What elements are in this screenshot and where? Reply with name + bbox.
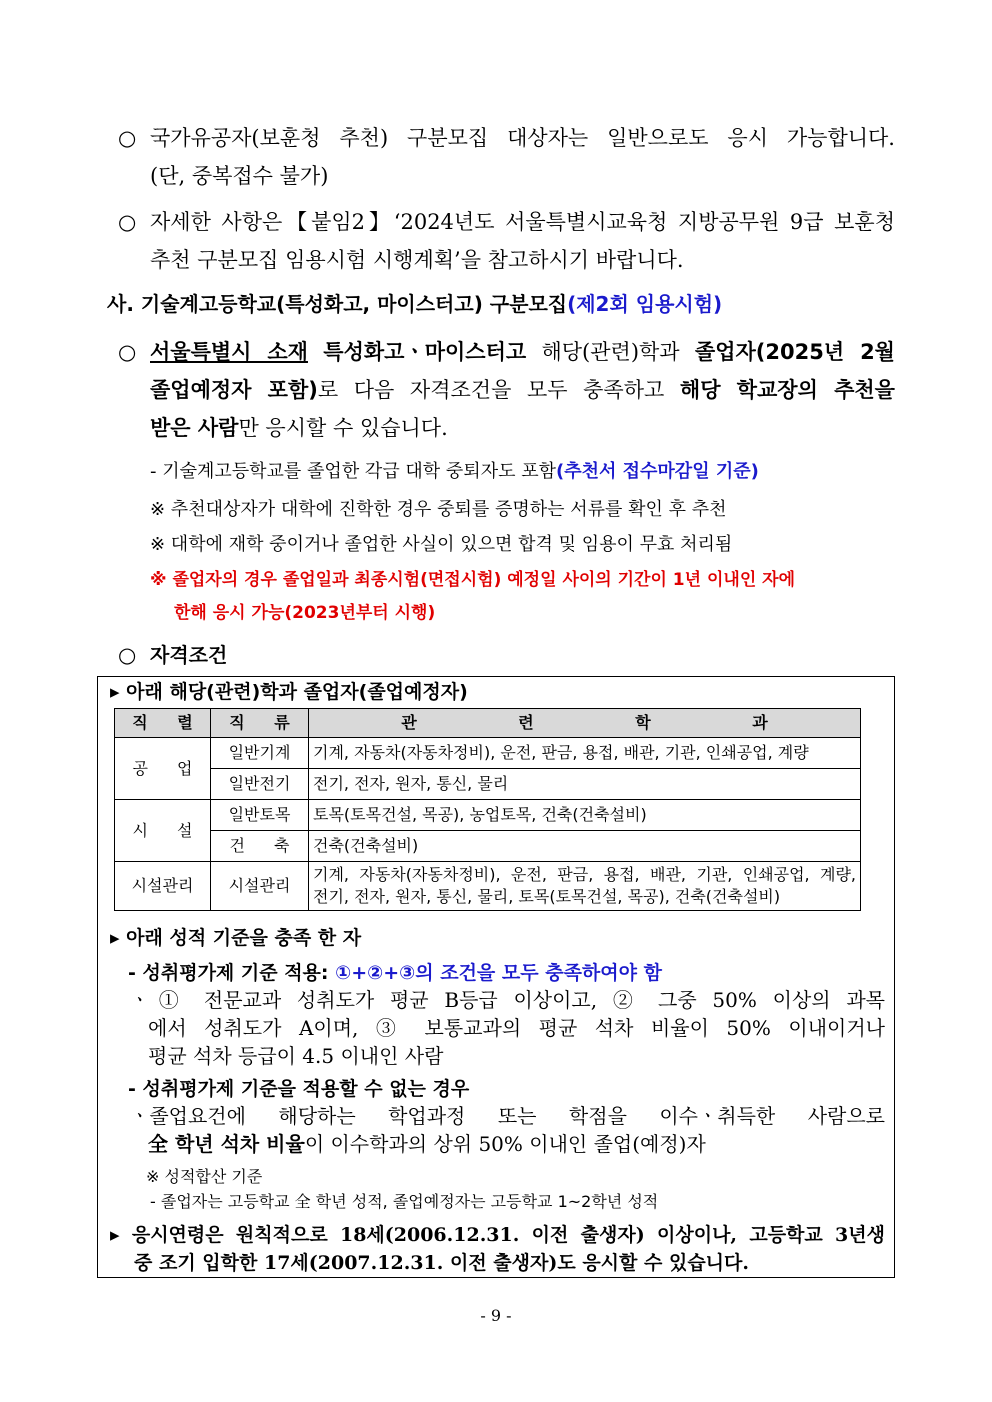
table-row [115, 769, 861, 800]
text-school-type: 특성화고ㆍ마이스터고 [323, 340, 527, 364]
table-cell-depts [309, 862, 861, 911]
table-cell-depts: 건축(건축설비) [309, 831, 861, 862]
text-can-apply: 만 응시할 수 있습니다. [238, 416, 448, 440]
bullet-circle: ○ [118, 210, 137, 234]
table-cell-series: 시설관리 [115, 862, 211, 911]
table-cell-depts: 전기, 전자, 원자, 통신, 물리 [309, 769, 861, 800]
table-cell-series: 시 설 [115, 800, 211, 862]
text-top-50: 이 이수학과의 상위 50% 이내인 졸업(예정)자 [304, 1132, 706, 1156]
text-seoul-location: 서울특별시 소재 [150, 340, 308, 364]
table-cell-depts: 토목(토목건설, 목공), 농업토목, 건축(건축설비) [309, 800, 861, 831]
age-line2: 중 조기 입학한 17세(2007.12.31. 이전 출생자)도 응시할 수 있습니다. [134, 1252, 749, 1274]
table-cell-depts-line2: 전기, 전자, 원자, 통신, 물리, 토목(토목건설, 목공), 건축(건축설비) [313, 887, 781, 906]
table-row [115, 862, 861, 911]
main-item-line2 [150, 373, 895, 407]
table-cell-depts-line1: 기계, 자동차(자동차정비), 운전, 판금, 용접, 배관, 기관, 인쇄공업, 계량, [313, 865, 856, 884]
table-header-row [115, 709, 861, 738]
table-row [115, 738, 861, 769]
table-cell-type: 일반전기 [211, 769, 309, 800]
table-cell-series: 공 업 [115, 738, 211, 800]
table-header: 직 렬 [115, 709, 211, 738]
grade1-line1: ㆍ① 전문교과 성취도가 평균 B등급 이상이고, ② 그중 50% 이상의 과목 [130, 988, 885, 1012]
table-cell-type: 시설관리 [211, 862, 309, 911]
note-ref1: ※ 추천대상자가 대학에 진학한 경우 중퇴를 증명하는 서류를 확인 후 추천 [150, 499, 727, 520]
note-dropout [150, 458, 759, 486]
item-details-line1: 자세한 사항은【붙임2】‘2024년도 서울특별시교육청 지방공무원 9급 보훈청 [150, 210, 895, 234]
table-cell-type: 일반기계 [211, 738, 309, 769]
box-heading-departments: ▸ 아래 해당(관련)학과 졸업자(졸업예정자) [110, 681, 468, 703]
calc-note: ※ 성적합산 기준 [146, 1167, 263, 1186]
section-title-note: (제2회 임용시험) [567, 292, 723, 316]
text-dept: 해당(관련)학과 [541, 340, 680, 364]
main-item-line3 [150, 411, 448, 445]
item-veterans-line1: 국가유공자(보훈청 추천) 구분모집 대상자는 일반으로도 응시 가능합니다. [150, 126, 895, 150]
grade2-line1: ㆍ졸업요건에 해당하는 학업과정 또는 학점을 이수ㆍ취득한 사람으로 [130, 1104, 885, 1128]
table-cell-type: 일반토목 [211, 800, 309, 831]
table-cell-type: 건 축 [211, 831, 309, 862]
table-row [115, 831, 861, 862]
section-title [107, 287, 722, 321]
text-recommended-person: 받은 사람 [150, 416, 239, 440]
note-ref3-line1: ※ 졸업자의 경우 졸업일과 최종시험(면접시험) 예정일 사이의 기간이 1년 이내인 자에 [150, 570, 796, 590]
grade2-title: - 성취평가제 기준을 적용할 수 없는 경우 [128, 1078, 470, 1100]
calc-detail: - 졸업자는 고등학교 全 학년 성적, 졸업예정자는 고등학교 1~2학년 성적 [150, 1192, 659, 1211]
table-cell-depts: 기계, 자동차(자동차정비), 운전, 판금, 용접, 배관, 기관, 인쇄공업, 계량 [309, 738, 861, 769]
qualification-heading: 자격조건 [150, 643, 228, 667]
main-item-line1 [150, 335, 895, 369]
note-dropout-deadline: (추천서 접수마감일 기준) [555, 461, 759, 482]
grade1-line3: 평균 석차 등급이 4.5 이내인 사람 [148, 1044, 444, 1068]
item-veterans-line2: (단, 중복접수 불가) [150, 164, 329, 188]
item-details-line2: 추천 구분모집 임용시험 시행계획’을 참고하시기 바랍니다. [150, 248, 684, 272]
grade1-line2: 에서 성취도가 A이며, ③ 보통교과의 평균 석차 비율이 50% 이내이거나 [148, 1016, 885, 1040]
note-ref3-line2: 한해 응시 가능(2023년부터 시행) [174, 603, 436, 623]
bullet-circle: ○ [118, 340, 137, 364]
bullet-circle: ○ [118, 126, 137, 150]
table-header: 관 련 학 과 [309, 709, 861, 738]
text-graduates: 졸업자(2025년 2월 [694, 340, 895, 364]
table-header: 직 류 [211, 709, 309, 738]
page-number: - 9 - [480, 1306, 512, 1325]
text-requirements: 로 다음 자격조건을 모두 충족하고 [317, 378, 665, 402]
note-dropout-text: - 기술계고등학교를 졸업한 각급 대학 중퇴자도 포함 [150, 461, 556, 482]
text-principal-recommend: 해당 학교장의 추천을 [679, 378, 895, 402]
text-expected-graduates: 졸업예정자 포함) [150, 378, 318, 402]
grade1-title-text: - 성취평가제 기준 적용: [128, 962, 336, 984]
section-title-text: 사. 기술계고등학교(특성화고, 마이스터고) 구분모집 [107, 292, 568, 316]
department-table [114, 708, 861, 911]
age-line1: ▸ 응시연령은 원칙적으로 18세(2006.12.31. 이전 출생자) 이상이나, 고등학교 3년생 [110, 1224, 885, 1246]
grade1-title-condition: ①+②+③의 조건을 모두 충족하여야 함 [335, 962, 662, 984]
text-grade-rank-ratio: 학년 석차 비율 [168, 1132, 305, 1156]
note-ref2: ※ 대학에 재학 중이거나 졸업한 사실이 있으면 합격 및 임용이 무효 처리됨 [150, 534, 733, 555]
bullet-circle: ○ [118, 643, 137, 667]
grade2-line2 [148, 1129, 706, 1159]
table-row [115, 800, 861, 831]
box-heading-grades: ▸ 아래 성적 기준을 충족 한 자 [110, 927, 362, 949]
text-all: 全 [148, 1132, 168, 1156]
